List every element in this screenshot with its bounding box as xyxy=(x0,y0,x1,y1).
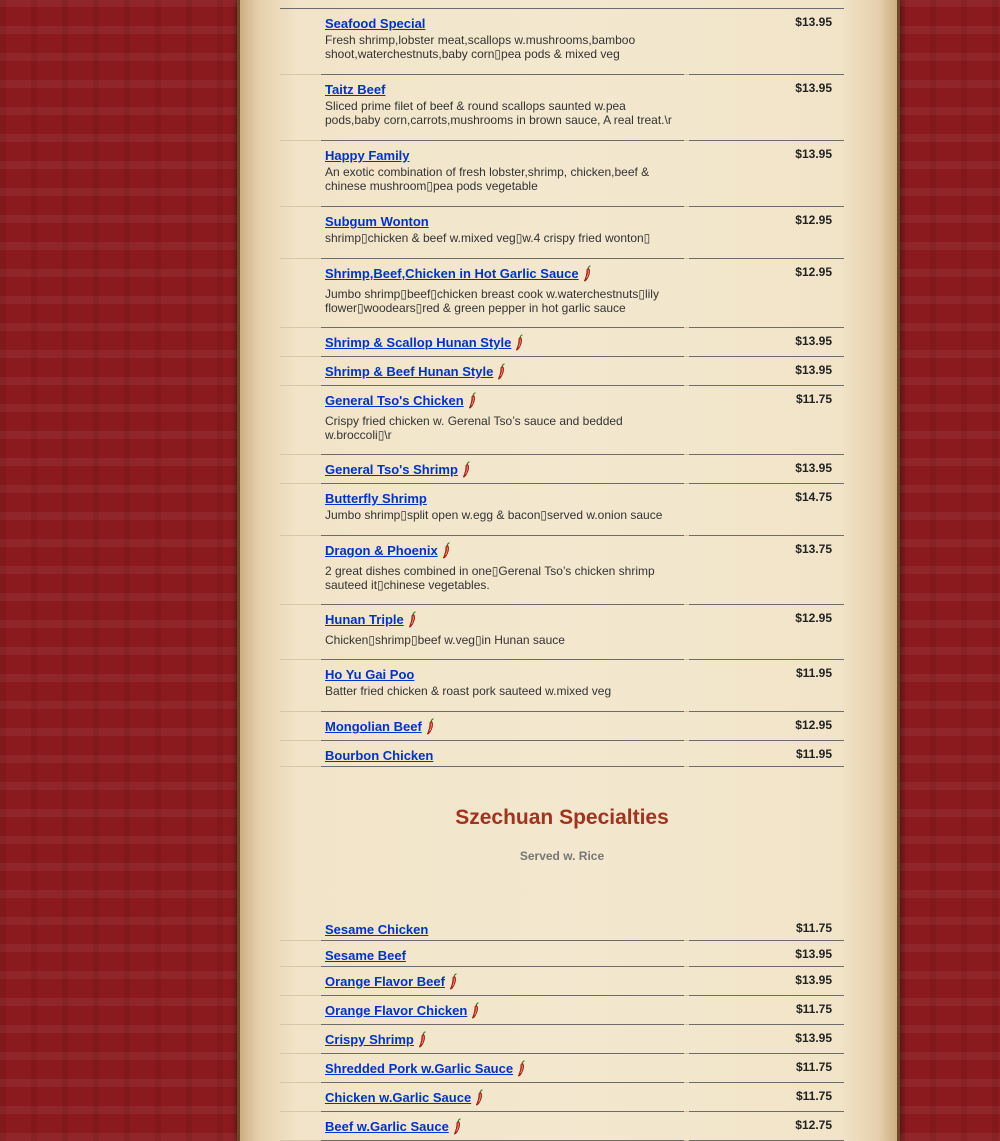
menu-item-title-line xyxy=(325,265,680,283)
menu-item-price: $12.95 xyxy=(795,213,832,227)
chili-pepper-icon xyxy=(442,542,450,559)
menu-item-row xyxy=(280,1054,844,1083)
menu-item-link[interactable]: Sesame Chicken xyxy=(325,922,429,937)
menu-item-row xyxy=(280,207,844,259)
menu-item-row xyxy=(280,75,844,141)
menu-item-title-line xyxy=(325,392,680,410)
menu-item-price: $13.95 xyxy=(795,947,832,961)
menu-item-title-line xyxy=(325,1031,680,1049)
paper-left-edge xyxy=(237,0,240,1141)
menu-item-title-line xyxy=(325,81,680,99)
menu-item-link[interactable]: Subgum Wonton xyxy=(325,214,429,229)
menu-item-row xyxy=(280,660,844,712)
menu-item-price: $11.75 xyxy=(795,392,832,406)
menu-item-price: $12.75 xyxy=(795,1118,832,1132)
menu-item-description: Jumbo shrimp▯beef▯chicken breast cook w.waterchestnuts▯lily flower▯woodears▯red & green pepper in hot garlic sauce xyxy=(325,287,659,315)
chili-pepper-icon xyxy=(497,363,505,380)
menu-item-description: shrimp▯chicken & beef w.mixed veg▯w.4 crispy fried wonton▯ xyxy=(325,231,651,245)
menu-item-row xyxy=(280,141,844,207)
menu-item-info xyxy=(325,265,680,315)
menu-item-link[interactable]: Shrimp,Beef,Chicken in Hot Garlic Sauce xyxy=(325,266,579,281)
menu-item-price: $13.95 xyxy=(795,1031,832,1045)
menu-item-info xyxy=(325,973,680,991)
menu-item-row xyxy=(280,1083,844,1112)
menu-item-link[interactable]: Crispy Shrimp xyxy=(325,1032,414,1047)
chili-pepper-icon xyxy=(583,265,591,282)
menu-item-title-line xyxy=(325,461,680,479)
menu-item-title-line xyxy=(325,490,680,508)
menu-item-row xyxy=(280,712,844,741)
menu-item-price: $11.95 xyxy=(795,666,832,680)
menu-item-row xyxy=(280,967,844,996)
section-subtitle: Served w. Rice xyxy=(519,849,605,863)
chili-pepper-icon xyxy=(408,611,416,628)
menu-item-title-line xyxy=(325,1089,680,1107)
menu-item-link[interactable]: Butterfly Shrimp xyxy=(325,491,427,506)
menu-item-info xyxy=(325,15,680,61)
menu-item-row xyxy=(280,455,844,484)
menu-item-description: Batter fried chicken & roast pork sauteed w.mixed veg xyxy=(325,684,612,698)
chili-pepper-icon xyxy=(468,392,476,409)
menu-item-row xyxy=(280,605,844,660)
menu-item-link[interactable]: Taitz Beef xyxy=(325,82,386,97)
menu-item-price: $13.95 xyxy=(795,973,832,987)
menu-item-info xyxy=(325,1118,680,1136)
menu-item-info xyxy=(325,461,680,479)
chili-pepper-icon xyxy=(475,1089,483,1106)
menu-item-info xyxy=(325,718,680,736)
chili-pepper-icon xyxy=(418,1031,426,1048)
menu-item-row xyxy=(280,328,844,357)
menu-item-description: Sliced prime filet of beef & round scallops saunted w.pea pods,baby corn,carrots,mushrooms in brown sauce, A real treat.\r xyxy=(325,99,672,127)
menu-item-link[interactable]: Dragon & Phoenix xyxy=(325,543,438,558)
menu-item-row xyxy=(280,941,844,967)
section-title: Szechuan Specialties xyxy=(455,806,669,829)
menu-item-link[interactable]: Ho Yu Gai Poo xyxy=(325,667,415,682)
menu-item-price: $12.95 xyxy=(795,265,832,279)
menu-item-title-line xyxy=(325,666,680,684)
menu-item-info xyxy=(325,363,680,381)
menu-item-link[interactable]: Bourbon Chicken xyxy=(325,748,434,763)
menu-item-link[interactable]: Chicken w.Garlic Sauce xyxy=(325,1090,472,1105)
menu-item-description: Crispy fried chicken w. Gerenal Tso’s sauce and bedded w.broccoli▯\r xyxy=(325,414,623,442)
menu-item-info xyxy=(325,947,680,965)
menu-item-row xyxy=(280,9,844,75)
row-gap-divider xyxy=(684,766,689,767)
menu-item-info xyxy=(325,147,680,193)
menu-item-price: $11.95 xyxy=(795,747,832,761)
menu-item-price: $13.95 xyxy=(795,334,832,348)
menu-item-price: $13.95 xyxy=(795,15,832,29)
menu-item-row xyxy=(280,357,844,386)
menu-item-title-line xyxy=(325,363,680,381)
chili-pepper-icon xyxy=(449,973,457,990)
menu-item-price: $13.75 xyxy=(795,542,832,556)
menu-item-description: Fresh shrimp,lobster meat,scallops w.mushrooms,bamboo shoot,waterchestnuts,baby corn▯pea pods & mixed veg xyxy=(325,33,636,61)
menu-item-info xyxy=(325,334,680,352)
chili-pepper-icon xyxy=(471,1002,479,1019)
menu-item-title-line xyxy=(325,747,680,765)
menu-item-info xyxy=(325,1002,680,1020)
menu-item-info xyxy=(325,81,680,127)
menu-item-row xyxy=(280,1112,844,1141)
menu-item-row xyxy=(280,741,844,767)
menu-item-info xyxy=(325,747,680,765)
menu-item-row xyxy=(280,386,844,455)
menu-item-info xyxy=(325,1060,680,1078)
menu-item-title-line xyxy=(325,213,680,231)
chili-pepper-icon xyxy=(517,1060,525,1077)
menu-item-info xyxy=(325,213,680,245)
menu-item-link[interactable]: Shredded Pork w.Garlic Sauce xyxy=(325,1061,514,1076)
menu-item-link[interactable]: General Tso's Shrimp xyxy=(325,462,458,477)
menu-item-price: $11.75 xyxy=(795,1089,832,1103)
menu-item-price: $13.95 xyxy=(795,363,832,377)
menu-item-info xyxy=(325,542,680,592)
menu-item-link[interactable]: General Tso's Chicken xyxy=(325,393,464,408)
menu-item-info xyxy=(325,1031,680,1049)
menu-item-title-line xyxy=(325,147,680,165)
menu-item-link[interactable]: Seafood Special xyxy=(325,16,426,31)
menu-item-link[interactable]: Mongolian Beef xyxy=(325,719,422,734)
menu-item-title-line xyxy=(325,1002,680,1020)
menu-item-title-line xyxy=(325,1060,680,1078)
menu-item-link[interactable]: Happy Family xyxy=(325,148,410,163)
menu-item-title-line xyxy=(325,334,680,352)
menu-item-link[interactable]: Hunan Triple xyxy=(325,612,404,627)
menu-item-link[interactable]: Shrimp & Beef Hunan Style xyxy=(325,364,494,379)
menu-item-price: $11.75 xyxy=(795,1002,832,1016)
menu-item-info xyxy=(325,1089,680,1107)
menu-item-price: $14.75 xyxy=(795,490,832,504)
menu-item-title-line xyxy=(325,542,680,560)
chili-pepper-icon xyxy=(462,461,470,478)
menu-item-title-line xyxy=(325,921,680,939)
menu-item-info xyxy=(325,611,680,647)
menu-item-price: $12.95 xyxy=(795,718,832,732)
menu-item-title-line xyxy=(325,973,680,991)
menu-item-price: $11.75 xyxy=(795,1060,832,1074)
menu-item-description: Jumbo shrimp▯split open w.egg & bacon▯served w.onion sauce xyxy=(325,508,663,522)
menu-item-title-line xyxy=(325,947,680,965)
menu-item-link[interactable]: Beef w.Garlic Sauce xyxy=(325,1119,449,1134)
menu-item-price: $13.95 xyxy=(795,81,832,95)
menu-item-title-line xyxy=(325,611,680,629)
menu-item-row xyxy=(280,259,844,328)
paper-right-edge xyxy=(897,0,900,1141)
szechuan-section-header xyxy=(280,806,844,863)
menu-item-title-line xyxy=(325,718,680,736)
chili-pepper-icon xyxy=(453,1118,461,1135)
chili-pepper-icon xyxy=(426,718,434,735)
menu-item-row xyxy=(280,484,844,536)
menu-item-row xyxy=(280,915,844,941)
menu-item-info xyxy=(325,666,680,698)
menu-item-info xyxy=(325,490,680,522)
menu-item-row xyxy=(280,536,844,605)
menu-item-price: $13.95 xyxy=(795,461,832,475)
menu-item-description: An exotic combination of fresh lobster,shrimp, chicken,beef & chinese mushroom▯pea pods vegetable xyxy=(325,165,650,193)
menu-item-link[interactable]: Sesame Beef xyxy=(325,948,406,963)
menu-item-description: Chicken▯shrimp▯beef w.veg▯in Hunan sauce xyxy=(325,633,565,647)
menu-item-link[interactable]: Shrimp & Scallop Hunan Style xyxy=(325,335,512,350)
menu-item-row xyxy=(280,996,844,1025)
chili-pepper-icon xyxy=(515,334,523,351)
menu-item-price: $13.95 xyxy=(795,147,832,161)
menu-item-info xyxy=(325,921,680,939)
menu-item-link[interactable]: Orange Flavor Chicken xyxy=(325,1003,468,1018)
menu-item-title-line xyxy=(325,1118,680,1136)
menu-item-link[interactable]: Orange Flavor Beef xyxy=(325,974,445,989)
menu-item-price: $11.75 xyxy=(795,921,832,935)
menu-item-title-line xyxy=(325,15,680,33)
row-lead-divider xyxy=(280,766,321,767)
menu-item-info xyxy=(325,392,680,442)
menu-item-price: $12.95 xyxy=(795,611,832,625)
menu-item-description: 2 great dishes combined in one▯Gerenal Tso’s chicken shrimp sauteed it▯chinese vegetables. xyxy=(325,564,655,592)
menu-item-row xyxy=(280,1025,844,1054)
